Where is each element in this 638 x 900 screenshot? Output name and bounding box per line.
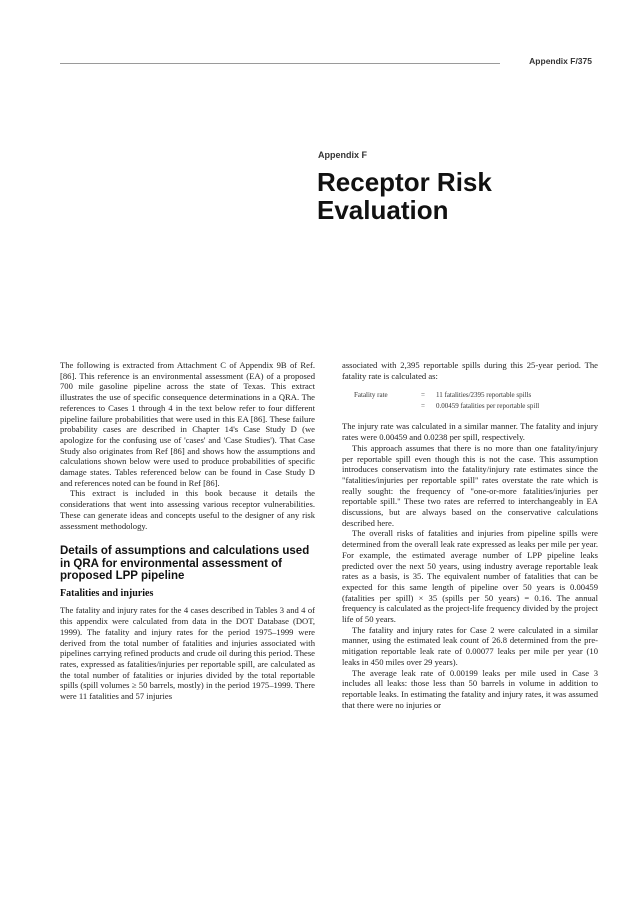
equation-line-2: 0.00459 fatalities per reportable spill — [436, 402, 540, 411]
fatalities-paragraph-1: The fatality and injury rates for the 4 cases described in Tables 3 and 4 of this appendix were calculated from data in the DOT Database (DOT, 1999). The fatality and injury rates for the period 1975–1999 were derived from the total number of fatalities and injuries associated with pipelines carrying refined products and crude oil during this period. These rates, expressed as fatalities/injuries per reportable spill, are calculated as the total number of fatalities or injuries divided by the total reportable spills (spill volumes ≥ 50 barrels, mostly) in the period 1975–1999. There were 11 fatalities and 57 injuries — [60, 605, 315, 702]
equation-line-1: 11 fatalities/2395 reportable spills — [436, 391, 532, 400]
right-paragraph-4: The overall risks of fatalities and injuries from pipeline spills were determined from the overall leak rate expressed as leaks per mile per year. For example, the estimated average number of LPP pipeline leaks predicted over the next 50 years, using industry average reportable leak rates as a basis, is 35. The equivalent number of fatalities that can be expected for this same length of pipeline over 50 years is 0.00459 (fatalities per spill) × 35 (spills per 50 years) = 0.16. The annual frequency is calculated as the project-life frequency divided by the project life of 50 years. — [342, 528, 598, 625]
left-column — [60, 360, 315, 702]
intro-paragraph-1: The following is extracted from Attachment C of Appendix 9B of Ref. [86]. This reference is an environmental assessment (EA) of a proposed 700 mile gasoline pipeline across the state of Texas. This extract illustrates the use of specific consequence determinations in a QRA. The references to Cases 1 through 4 in the text below refer to four different pipeline failure probabilities that were used in this EA [86]. These failure probability cases are described in Chapter 14's Case Study D (we apologize for the confusing use of 'cases' and 'Case Studies'). That Case Study also originates from Ref [86] and shows how the assumptions and calculations shown below were used to produce probabilities of specific damage states. Tables referenced below can be found in Case Study D and references noted can be found in Ref [86]. — [60, 360, 315, 488]
chapter-title-line-2: Evaluation — [317, 195, 449, 225]
intro-paragraph-2: This extract is included in this book because it details the considerations that went into assessing various receptor vulnerabilities. These can generate ideas and concepts useful to the designer of any risk assessment methodology. — [60, 488, 315, 531]
fatality-rate-equation — [342, 389, 545, 413]
header-rule — [60, 63, 500, 64]
chapter-title-line-1: Receptor Risk — [317, 167, 492, 197]
equation-equals-2: = — [421, 402, 425, 411]
subsection-heading: Fatalities and injuries — [60, 587, 154, 599]
appendix-label: Appendix F — [318, 150, 367, 160]
running-header-page-number: Appendix F/375 — [529, 56, 592, 66]
right-paragraph-2: The injury rate was calculated in a similar manner. The fatality and injury rates were 0.00459 and 0.0238 per spill, respectively. — [342, 421, 598, 443]
chapter-title — [317, 168, 617, 224]
equation-label: Fatality rate — [354, 391, 388, 400]
equation-equals-1: = — [421, 391, 425, 400]
right-column — [342, 360, 598, 710]
right-paragraph-1: associated with 2,395 reportable spills during this 25-year period. The fatality rate is calculated as: — [342, 360, 598, 381]
right-paragraph-3: This approach assumes that there is no more than one fatality/injury per reportable spill even though this is not the case. This assumption introduces conservatism into the fatality/injury rate estimates since the "fatalities/injuries per reportable spill" rates overstate the rate which is really sought: the frequency of "one-or-more fatalities/injuries per reportable spill." These two rates are referred to interchangeably in EA discussions, but are always based on the conservative calculations described here. — [342, 442, 598, 528]
section-heading: Details of assumptions and calculations used in QRA for environmental assessment of proposed LPP pipeline — [60, 545, 310, 583]
right-paragraph-5: The fatality and injury rates for Case 2 were calculated in a similar manner, using the estimated leak count of 26.8 determined from the pre-mitigation reportable leak rate of 0.00077 leaks per mile per year (10 leaks in 450 miles over 29 years). — [342, 624, 598, 667]
right-paragraph-6: The average leak rate of 0.00199 leaks per mile used in Case 3 includes all leaks: those less than 50 barrels in volume in addition to reportable leaks. In estimating the fatality and injury rates, it was assumed that there were no injuries or — [342, 667, 598, 710]
